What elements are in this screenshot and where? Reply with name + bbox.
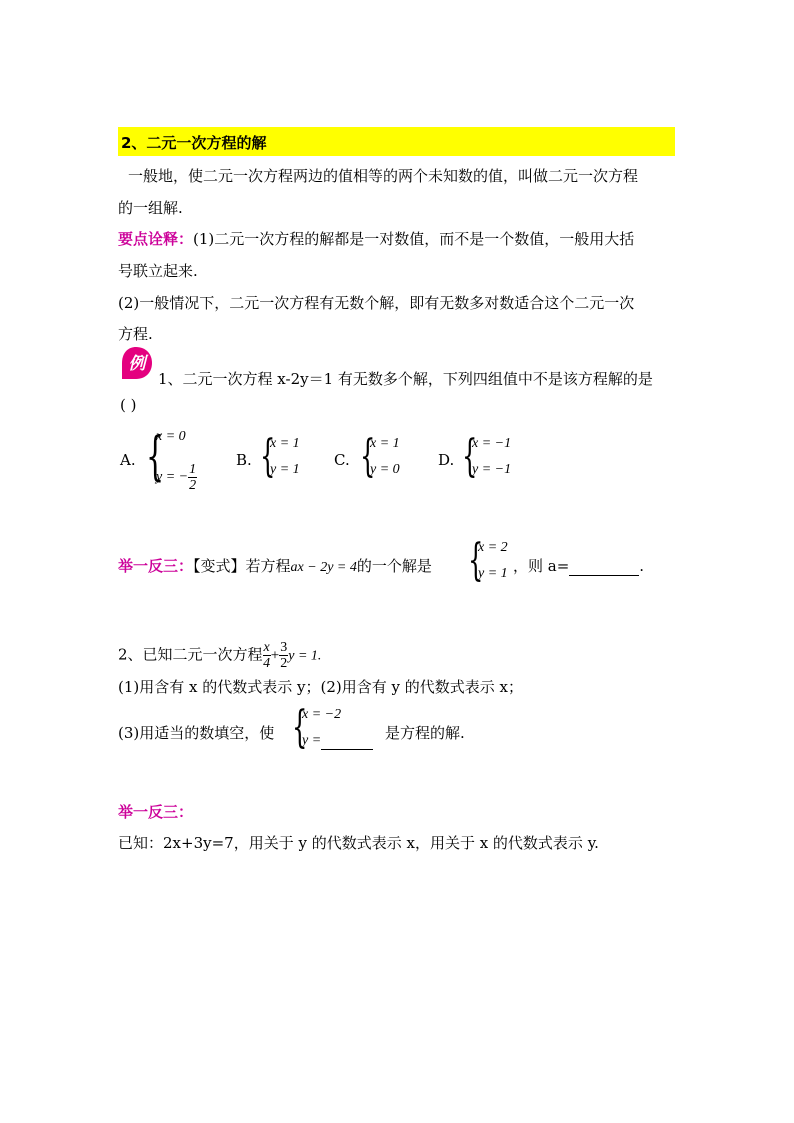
practice2-label: 举一反三： <box>118 803 194 821</box>
practice1-system <box>468 535 518 590</box>
example2-system <box>292 702 382 757</box>
example1-question-line-1: 1、二元一次方程 x-2y＝1 有无数多个解，下列四组值中不是该方程解的是 <box>158 370 653 388</box>
option-a-eq1: x = 0 <box>156 429 186 444</box>
example-badge-icon <box>118 345 154 381</box>
example2-sub1: (1)用含有 x 的代数式表示 y；(2)用含有 y 的代数式表示 x； <box>118 678 523 696</box>
option-a-system <box>146 427 206 495</box>
option-d-system <box>462 431 522 486</box>
practice1-label: 举一反三： <box>118 557 194 575</box>
key-point-1-text: (1)二元一次方程的解都是一对数值，而不是一个数值，一般用大括 <box>193 230 635 248</box>
option-a-label: A. <box>120 451 136 469</box>
example2-intro: 2、已知二元一次方程 $\frac{x}{4}$ + $\frac{3}{2}$ y = 1. <box>118 640 322 671</box>
option-c-label: C. <box>334 451 350 469</box>
option-d-eq2: y = −1 <box>472 462 512 477</box>
brace-icon: { <box>260 431 276 482</box>
brace-icon: { <box>462 431 478 482</box>
brace-icon: { <box>292 702 308 753</box>
answer-blank[interactable] <box>569 557 639 576</box>
brace-icon: { <box>360 431 376 482</box>
example2-sub3-after: 是方程的解. <box>385 724 465 742</box>
practice1-tag: 【变式】 <box>193 557 246 575</box>
example-badge-text: 例 <box>128 354 146 374</box>
definition-line-2: 的一组解. <box>118 199 183 217</box>
option-b-label: B. <box>236 451 252 469</box>
option-b-eq1: x = 1 <box>270 436 300 451</box>
key-point-2-line-1: (2)一般情况下，二元一次方程有无数个解，即有无数多对数适合这个二元一次 <box>118 294 635 312</box>
practice1-answer: ，则 a= . <box>513 557 645 575</box>
practice1-eq2: y = 1 <box>478 566 508 581</box>
example2-sub3: (3)用适当的数填空，使 <box>118 724 275 742</box>
answer-blank[interactable] <box>321 733 373 750</box>
practice1-eq1: x = 2 <box>478 540 508 555</box>
definition-line-1: 一般地，使二元一次方程两边的值相等的两个未知数的值，叫做二元一次方程 <box>128 167 639 185</box>
option-c-eq1: x = 1 <box>370 436 400 451</box>
practice2-text: 已知：2x+3y=7，用关于 y 的代数式表示 x，用关于 x 的代数式表示 y. <box>118 834 599 852</box>
key-points-line-1 <box>118 228 634 249</box>
section-heading: 2、二元一次方程的解 <box>121 134 267 152</box>
option-b-eq2: y = 1 <box>270 462 300 477</box>
practice1-text-before: 若方程 <box>245 557 291 575</box>
option-c-system <box>360 431 410 486</box>
option-b-system <box>260 431 310 486</box>
brace-icon: { <box>146 427 165 487</box>
brace-icon: { <box>468 535 484 586</box>
practice1-text-middle: 的一个解是 <box>356 557 432 575</box>
key-point-1-line-2: 号联立起来. <box>118 262 198 280</box>
option-a-eq2: y = − $\frac{1}{2}$ <box>156 462 197 493</box>
example2-eq2: y = <box>302 733 373 750</box>
practice1-equation: ax − 2y = 4 <box>290 560 357 575</box>
option-c-eq2: y = 0 <box>370 462 400 477</box>
key-point-2-line-2: 方程. <box>118 325 153 343</box>
key-points-label: 要点诠释： <box>118 230 194 248</box>
practice1-line <box>118 555 432 576</box>
option-d-label: D. <box>438 451 455 469</box>
option-d-eq1: x = −1 <box>472 436 512 451</box>
example2-eq1: x = −2 <box>302 707 342 722</box>
example1-question-line-2: ( ) <box>120 396 137 414</box>
